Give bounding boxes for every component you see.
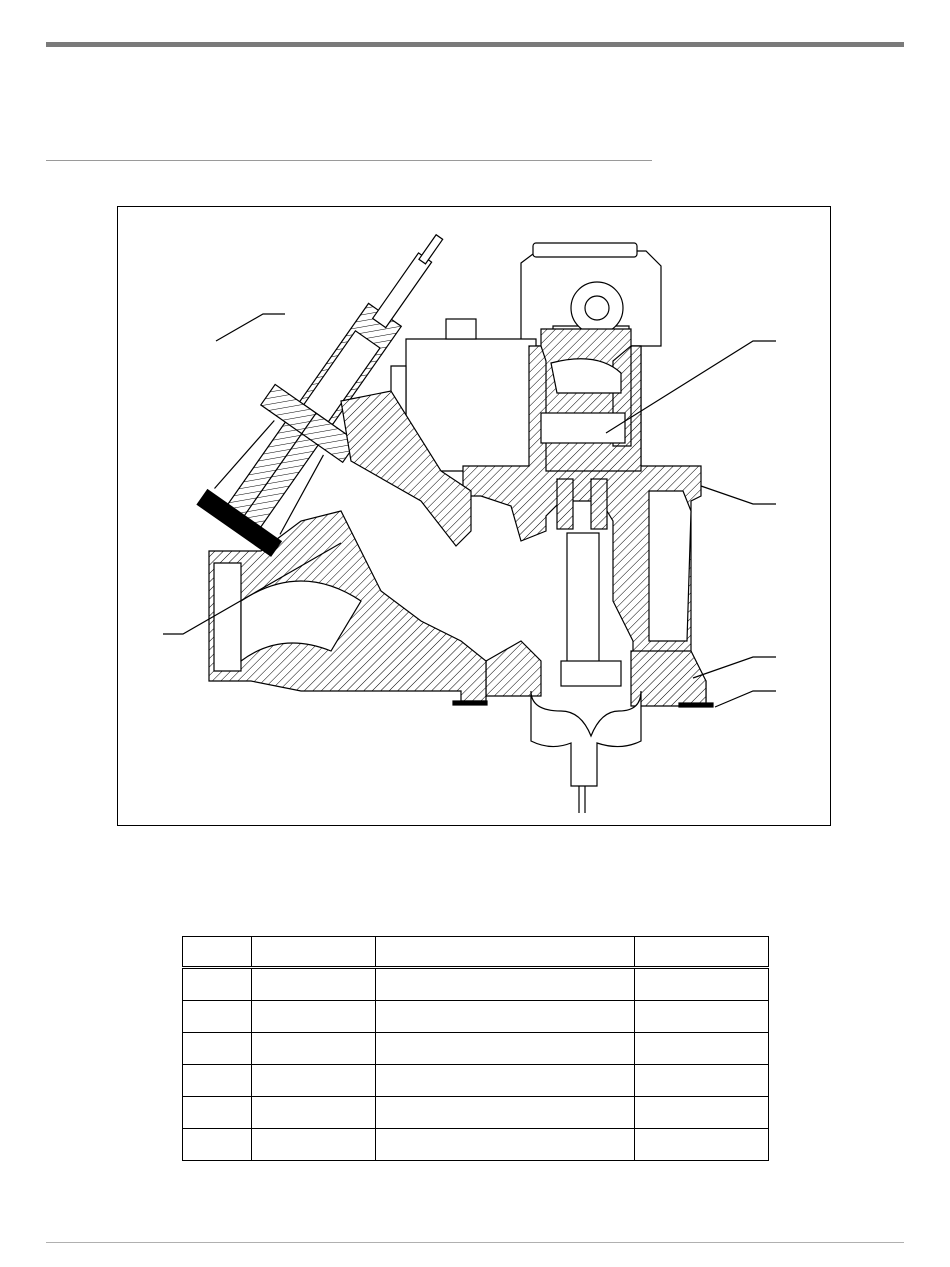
header-cell (376, 937, 635, 968)
table-cell (635, 1001, 769, 1033)
table-row (183, 1097, 769, 1129)
side-block-top (446, 319, 476, 339)
table-cell (252, 1129, 376, 1161)
base-plate-left (453, 701, 487, 705)
seal-right (591, 479, 607, 529)
table-row (183, 1065, 769, 1097)
table-cell (376, 1001, 635, 1033)
bottom-connector (561, 661, 621, 686)
table-cell (183, 1033, 252, 1065)
table-cell (376, 1129, 635, 1161)
table-cell (183, 968, 252, 1001)
bottom-flange-left (486, 641, 541, 696)
table-cell (252, 1097, 376, 1129)
bottom-flange-right (631, 651, 706, 706)
parts-table (182, 936, 769, 1161)
table-cell (635, 1065, 769, 1097)
table-cell (635, 1097, 769, 1129)
header-cell (252, 937, 376, 968)
table-cell (183, 1129, 252, 1161)
valve-diagram-frame (117, 206, 831, 826)
section-rule (46, 160, 652, 161)
table-cell (635, 1033, 769, 1065)
table-row (183, 1129, 769, 1161)
pivot-hole (585, 296, 609, 320)
leader-line-1 (216, 314, 285, 341)
header-cell (183, 937, 252, 968)
seal-left (557, 479, 573, 529)
table-cell (252, 1033, 376, 1065)
table-cell (635, 1129, 769, 1161)
header-rule (46, 42, 904, 47)
leader-line-6 (715, 691, 776, 707)
valve-cross-section-icon (118, 207, 832, 827)
table-cell (252, 968, 376, 1001)
table-row (183, 968, 769, 1001)
piston-chamber (541, 413, 625, 443)
table-cell (376, 1065, 635, 1097)
table-cell (183, 1097, 252, 1129)
table-cell (376, 1097, 635, 1129)
table-cell (635, 968, 769, 1001)
bottom-fitting (531, 691, 641, 786)
table-cell (252, 1065, 376, 1097)
table-cell (183, 1065, 252, 1097)
table-cell (376, 968, 635, 1001)
base-plate-right (679, 703, 713, 707)
table-cell (252, 1001, 376, 1033)
stem-lower (567, 533, 599, 668)
footer-rule (46, 1242, 904, 1243)
inner-cavity (649, 491, 691, 641)
inlet-bore (214, 563, 241, 671)
leader-line-3 (701, 486, 776, 504)
header-cell (635, 937, 769, 968)
table-row (183, 1001, 769, 1033)
table-row (183, 1033, 769, 1065)
table-cell (183, 1001, 252, 1033)
table-cell (376, 1033, 635, 1065)
table-header-row (183, 937, 769, 968)
leader-line-5 (693, 657, 776, 678)
actuator-cap (533, 243, 637, 257)
